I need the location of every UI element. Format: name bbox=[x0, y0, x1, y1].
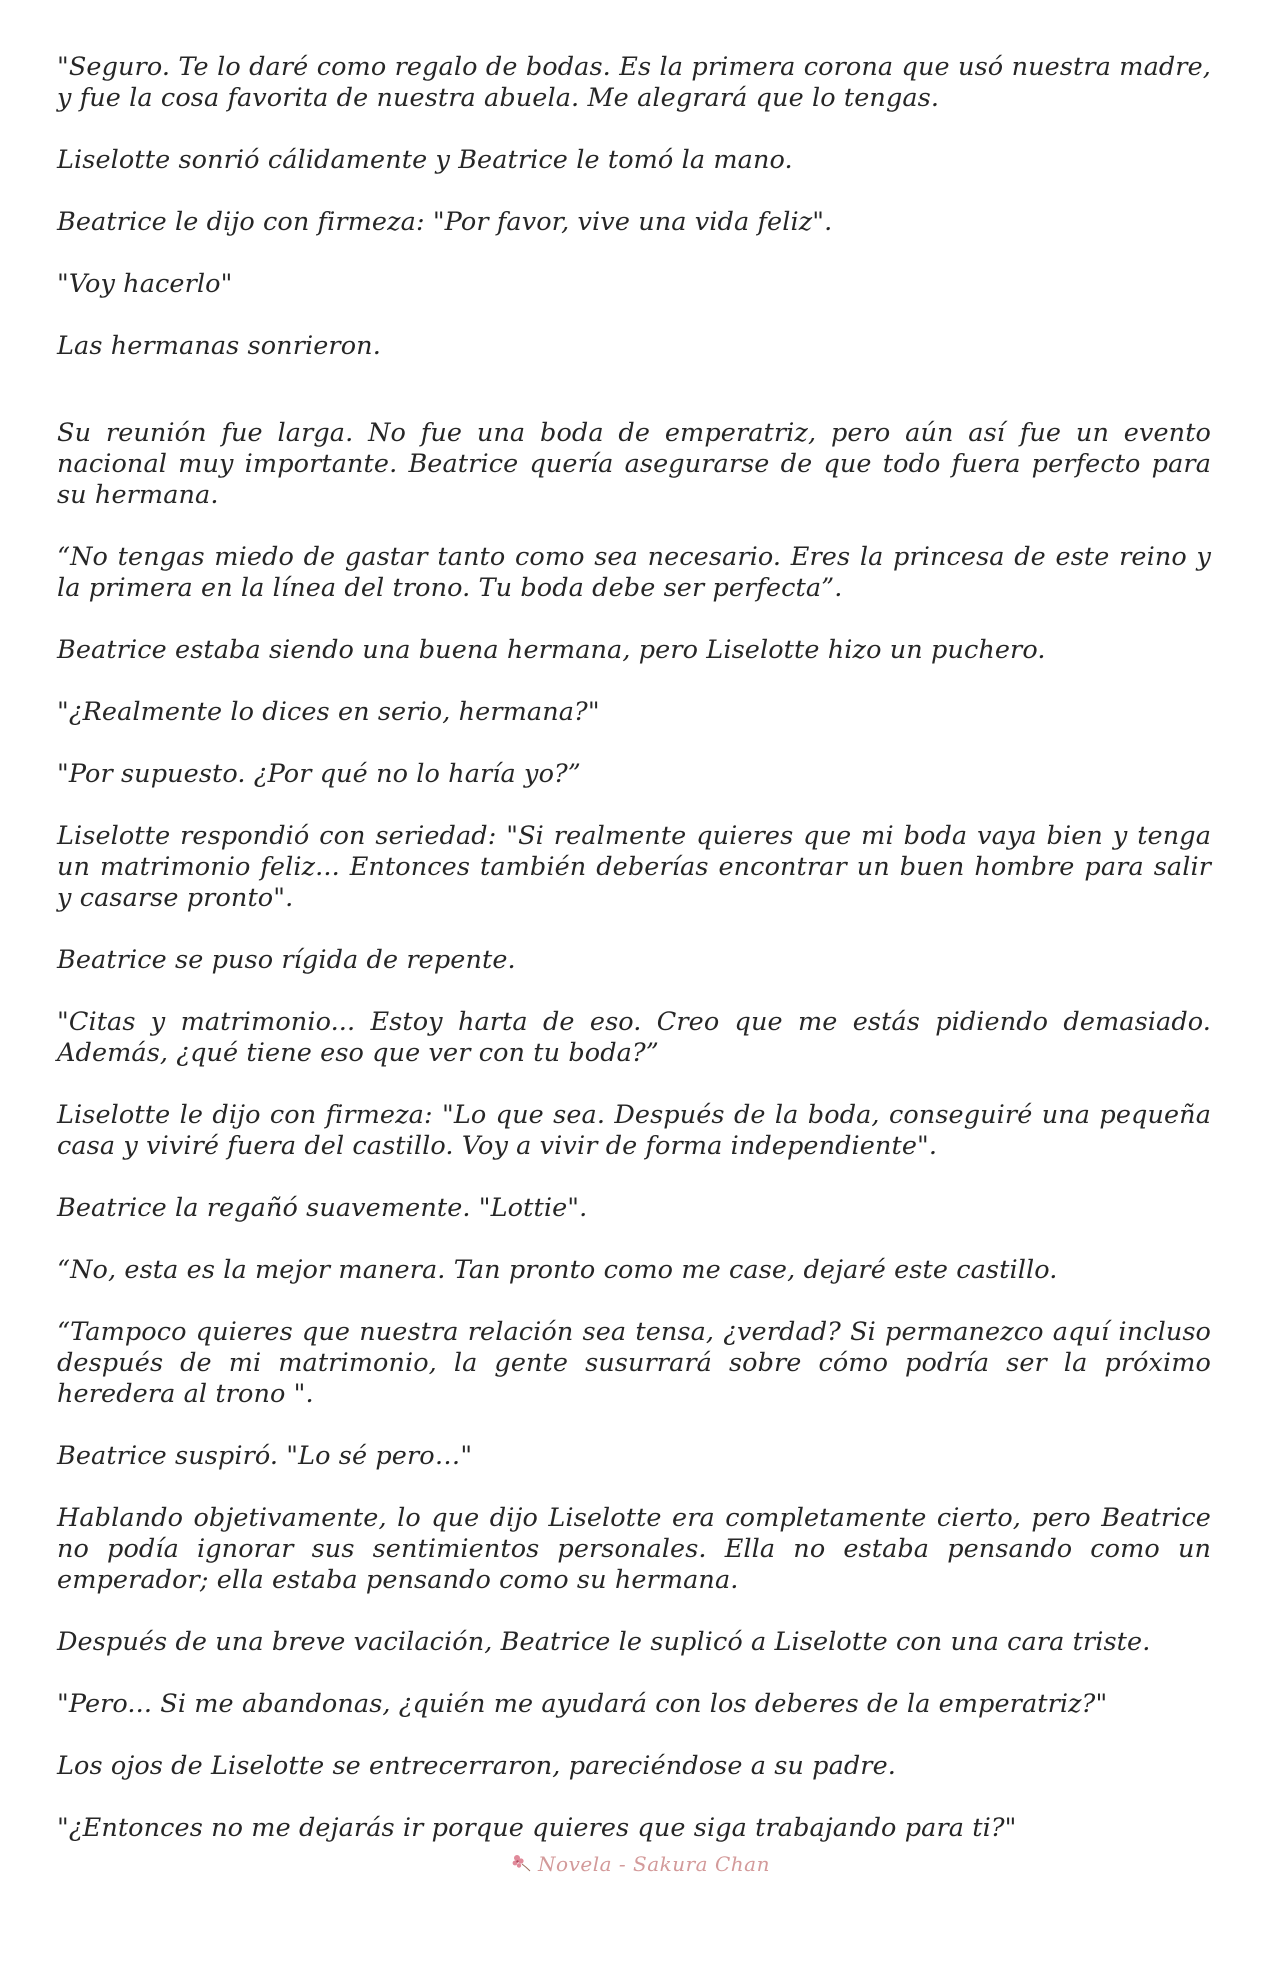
paragraph-6: Su reunión fue larga. No fue una boda de emperatriz, pero aún así fue un evento nacional muy importante. Beatrice quería asegurarse de que todo fuera perfecto para su hermana. bbox=[57, 418, 1211, 510]
paragraph-18: Beatrice suspiró. "Lo sé pero…" bbox=[57, 1441, 473, 1471]
paragraph-3: Beatrice le dijo con firmeza: "Por favor, vive una vida feliz". bbox=[57, 207, 833, 237]
paragraph-8: Beatrice estaba siendo una buena hermana, pero Liselotte hizo un puchero. bbox=[57, 635, 1046, 665]
sakura-flower-icon bbox=[510, 1853, 532, 1878]
paragraph-9: "¿Realmente lo dices en serio, hermana?" bbox=[57, 697, 600, 727]
paragraph-12: Beatrice se puso rígida de repente. bbox=[57, 945, 516, 975]
watermark-footer bbox=[0, 1852, 1280, 1878]
paragraph-22: Los ojos de Liselotte se entrecerraron, pareciéndose a su padre. bbox=[57, 1751, 896, 1781]
paragraph-4: "Voy hacerlo" bbox=[57, 269, 233, 299]
paragraph-7: “No tengas miedo de gastar tanto como sea necesario. Eres la princesa de este reino y la primera en la línea del trono. Tu boda debe ser perfecta”. bbox=[57, 542, 1211, 603]
document-body bbox=[57, 52, 1211, 1875]
paragraph-11: Liselotte respondió con seriedad: "Si realmente quieres que mi boda vaya bien y tenga un matrimonio feliz... Entonces también deberías encontrar un buen hombre para salir y casarse pronto". bbox=[57, 821, 1211, 913]
paragraph-1: "Seguro. Te lo daré como regalo de bodas. Es la primera corona que usó nuestra madre, y fue la cosa favorita de nuestra abuela. Me alegrará que lo tengas. bbox=[57, 52, 1211, 113]
paragraph-16: “No, esta es la mejor manera. Tan pronto como me case, dejaré este castillo. bbox=[57, 1255, 1058, 1285]
paragraph-19: Hablando objetivamente, lo que dijo Liselotte era completamente cierto, pero Beatrice no podía ignorar sus sentimientos personales. Ella no estaba pensando como un emperador; ella estaba pensando como su hermana. bbox=[57, 1503, 1211, 1595]
paragraph-21: "Pero... Si me abandonas, ¿quién me ayudará con los deberes de la emperatriz?" bbox=[57, 1689, 1108, 1719]
paragraph-23: "¿Entonces no me dejarás ir porque quieres que siga trabajando para ti?" bbox=[57, 1813, 1017, 1843]
paragraph-2: Liselotte sonrió cálidamente y Beatrice le tomó la mano. bbox=[57, 145, 793, 175]
paragraph-10: "Por supuesto. ¿Por qué no lo haría yo?” bbox=[57, 759, 581, 789]
paragraph-13: "Citas y matrimonio... Estoy harta de eso. Creo que me estás pidiendo demasiado. Además, ¿qué tiene eso que ver con tu boda?” bbox=[57, 1007, 1211, 1068]
paragraph-17: “Tampoco quieres que nuestra relación sea tensa, ¿verdad? Si permanezco aquí incluso después de mi matrimonio, la gente susurrará sobre cómo podría ser la próximo heredera al trono ". bbox=[57, 1317, 1211, 1409]
paragraph-15: Beatrice la regañó suavemente. "Lottie". bbox=[57, 1193, 588, 1223]
paragraph-20: Después de una breve vacilación, Beatrice le suplicó a Liselotte con una cara triste. bbox=[57, 1627, 1151, 1657]
watermark-text: Novela - Sakura Chan bbox=[538, 1852, 770, 1876]
paragraph-14: Liselotte le dijo con firmeza: "Lo que sea. Después de la boda, conseguiré una pequeña casa y viviré fuera del castillo. Voy a vivir de forma independiente". bbox=[57, 1100, 1211, 1161]
paragraph-5: Las hermanas sonrieron. bbox=[57, 331, 381, 361]
